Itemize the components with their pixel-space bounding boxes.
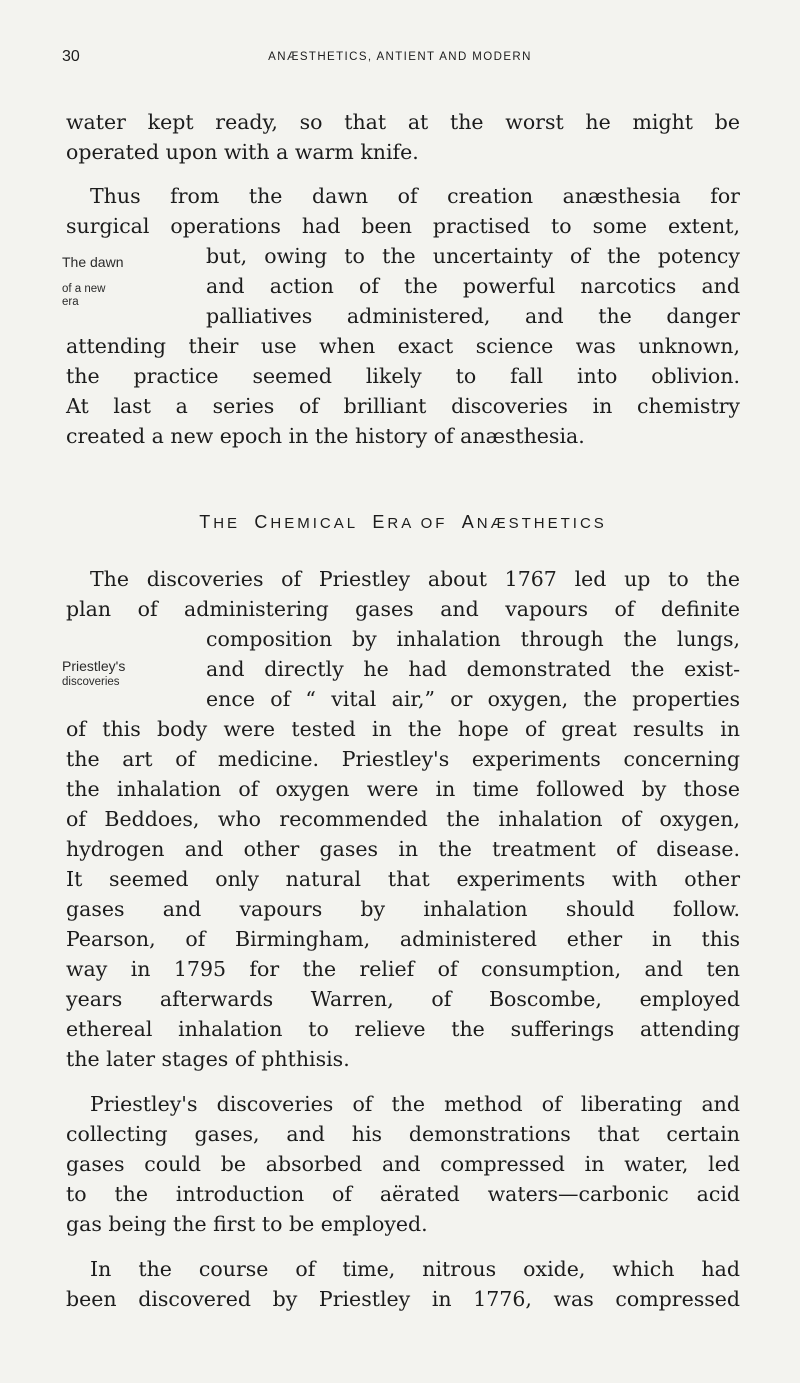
heading-rest: HEMICAL xyxy=(270,515,359,532)
text-line: the practice seemed likely to fall into oblivion. xyxy=(66,364,740,388)
text-line: the inhalation of oxygen were in time followed by those xyxy=(66,777,740,801)
margin-note-dawn-cont xyxy=(62,283,152,309)
margin-note-line: era xyxy=(62,296,79,308)
text-line: It seemed only natural that experiments with other xyxy=(66,867,740,891)
text-line: water kept ready, so that at the worst he might be xyxy=(66,110,740,134)
margin-note-priestley-cont xyxy=(62,676,152,689)
page-number: 30 xyxy=(62,48,80,65)
margin-note-line: discoveries xyxy=(62,676,120,688)
heading-rest: RA OF xyxy=(387,515,448,532)
heading-cap: E xyxy=(372,512,388,532)
heading-cap: T xyxy=(199,512,214,532)
running-head: ANÆSTHETICS, ANTIENT AND MODERN xyxy=(268,51,532,63)
text-line: surgical operations had been practised to some extent, xyxy=(66,214,740,238)
text-line: operated upon with a warm knife. xyxy=(66,140,419,164)
margin-note-line: Priestley's xyxy=(62,658,126,674)
text-line: and directly he had demonstrated the exist- xyxy=(206,657,740,681)
text-line: the art of medicine. Priestley's experiments concerning xyxy=(66,747,740,771)
text-line: Priestley's discoveries of the method of liberating and xyxy=(90,1092,740,1116)
text-line: been discovered by Priestley in 1776, was compressed xyxy=(66,1287,740,1311)
text-line: In the course of time, nitrous oxide, which had xyxy=(90,1257,740,1281)
text-line: ence of “ vital air,” or oxygen, the properties xyxy=(206,687,740,711)
text-line: plan of administering gases and vapours of definite xyxy=(66,597,740,621)
text-line: and action of the powerful narcotics and xyxy=(206,274,740,298)
text-line: palliatives administered, and the danger xyxy=(206,304,740,328)
text-line: Thus from the dawn of creation anæsthesia for xyxy=(90,184,740,208)
margin-note-line: of a new xyxy=(62,283,106,295)
margin-note-priestley xyxy=(62,658,152,674)
text-line: hydrogen and other gases in the treatment of disease. xyxy=(66,837,740,861)
text-line: gas being the first to be employed. xyxy=(66,1212,428,1236)
text-line: years afterwards Warren, of Boscombe, employed xyxy=(66,987,740,1011)
section-heading xyxy=(66,512,740,533)
heading-cap: A xyxy=(461,512,477,532)
text-line: composition by inhalation through the lungs, xyxy=(206,627,740,651)
text-line: of Beddoes, who recommended the inhalation of oxygen, xyxy=(66,807,740,831)
text-line: At last a series of brilliant discoveries in chemistry xyxy=(66,394,740,418)
text-line: but, owing to the uncertainty of the potency xyxy=(206,244,740,268)
heading-rest: HE xyxy=(213,515,241,532)
text-line: to the introduction of aërated waters—carbonic acid xyxy=(66,1182,740,1206)
text-line: attending their use when exact science was unknown, xyxy=(66,334,740,358)
text-line: way in 1795 for the relief of consumption, and ten xyxy=(66,957,740,981)
text-line: gases could be absorbed and compressed in water, led xyxy=(66,1152,740,1176)
heading-cap: C xyxy=(254,512,271,532)
text-line: the later stages of phthisis. xyxy=(66,1047,350,1071)
text-line: gases and vapours by inhalation should follow. xyxy=(66,897,740,921)
text-line: ethereal inhalation to relieve the sufferings attending xyxy=(66,1017,740,1041)
text-line: The discoveries of Priestley about 1767 led up to the xyxy=(90,567,740,591)
text-line: created a new epoch in the history of anæsthesia. xyxy=(66,424,585,448)
margin-note-dawn xyxy=(62,254,152,270)
text-line: Pearson, of Birmingham, administered ether in this xyxy=(66,927,740,951)
text-line: of this body were tested in the hope of great results in xyxy=(66,717,740,741)
heading-rest: NÆSTHETICS xyxy=(476,515,607,532)
text-line: collecting gases, and his demonstrations that certain xyxy=(66,1122,740,1146)
margin-note-line: The dawn xyxy=(62,254,124,270)
